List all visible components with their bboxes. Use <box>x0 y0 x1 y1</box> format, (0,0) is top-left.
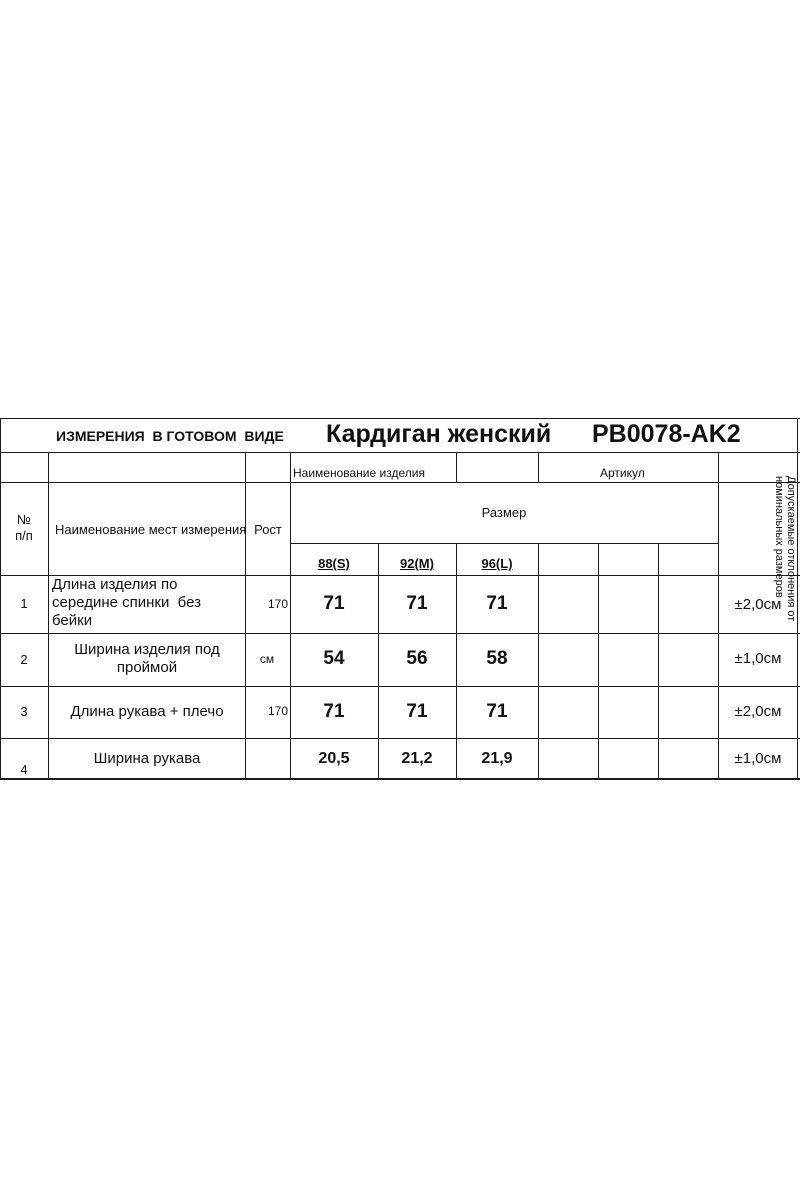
col-number-header: № п/п <box>15 512 33 543</box>
col-empty2-divider <box>658 543 659 780</box>
col-height-divider <box>290 452 291 780</box>
row2-bottom-border <box>0 686 800 687</box>
row2-height: см <box>259 652 275 666</box>
row3-value-s: 71 <box>323 701 345 722</box>
row3-number: 3 <box>20 704 28 719</box>
col-empty1-divider <box>598 543 599 780</box>
row1-name: Длина изделия по середине спинки без бейки <box>52 576 201 629</box>
size-header-l: 96(L) <box>481 556 513 571</box>
product-name: Кардиган женский <box>326 420 552 448</box>
row4-tolerance: ±1,0см <box>734 750 782 767</box>
row2-value-s: 54 <box>323 648 345 669</box>
row2-value-m: 56 <box>406 648 428 669</box>
row3-value-m: 71 <box>406 701 428 722</box>
row3-bottom-border <box>0 738 800 739</box>
row2-name: Ширина изделия под проймой <box>74 641 220 676</box>
col-size-header: Размер <box>481 505 527 520</box>
col-place-divider <box>245 452 246 780</box>
col-size3-divider <box>538 452 539 482</box>
row1-value-s: 71 <box>323 593 345 614</box>
row4-number: 4 <box>20 762 28 777</box>
sheet-subtitle: ИЗМЕРЕНИЯ В ГОТОВОМ ВИДЕ <box>56 428 284 444</box>
row3-value-l: 71 <box>486 701 508 722</box>
article-label: Артикул <box>600 466 645 480</box>
size-header-split <box>290 543 718 544</box>
row1-bottom-border <box>0 633 800 634</box>
row2-number: 2 <box>20 652 28 667</box>
article-number: PB0078-AK2 <box>592 420 741 448</box>
row4-name: Ширина рукава <box>93 750 201 767</box>
row4-value-m: 21,2 <box>401 750 433 767</box>
col-number-divider <box>48 452 49 780</box>
col-size2-divider <box>456 452 457 482</box>
product-name-label: Наименование изделия <box>293 466 425 480</box>
title-bottom-border <box>0 452 800 453</box>
col-place-header: Наименование мест измерения <box>55 522 247 537</box>
table-bottom-border <box>0 778 800 780</box>
col-height-header: Рост <box>254 522 282 537</box>
col-tolerance-header: Допускаемые отклонения от номинальных размеров <box>773 476 797 622</box>
row1-number: 1 <box>20 596 28 611</box>
row4-value-s: 20,5 <box>318 750 350 767</box>
subheader-bottom-border <box>0 482 800 483</box>
row2-value-l: 58 <box>486 648 508 669</box>
row1-value-m: 71 <box>406 593 428 614</box>
col-size3-divider-lower <box>538 543 539 780</box>
row4-value-l: 21,9 <box>481 750 513 767</box>
size-header-s: 88(S) <box>318 556 350 571</box>
row3-name: Длина рукава + плечо <box>70 703 224 720</box>
row2-tolerance: ±1,0см <box>734 650 782 667</box>
row3-tolerance: ±2,0см <box>734 703 782 720</box>
row1-height: 170 <box>267 597 288 611</box>
size-header-m: 92(M) <box>400 556 434 571</box>
table-top-border <box>0 418 800 419</box>
row1-tolerance: ±2,0см <box>734 596 782 613</box>
row1-value-l: 71 <box>486 593 508 614</box>
row3-height: 170 <box>267 704 288 718</box>
